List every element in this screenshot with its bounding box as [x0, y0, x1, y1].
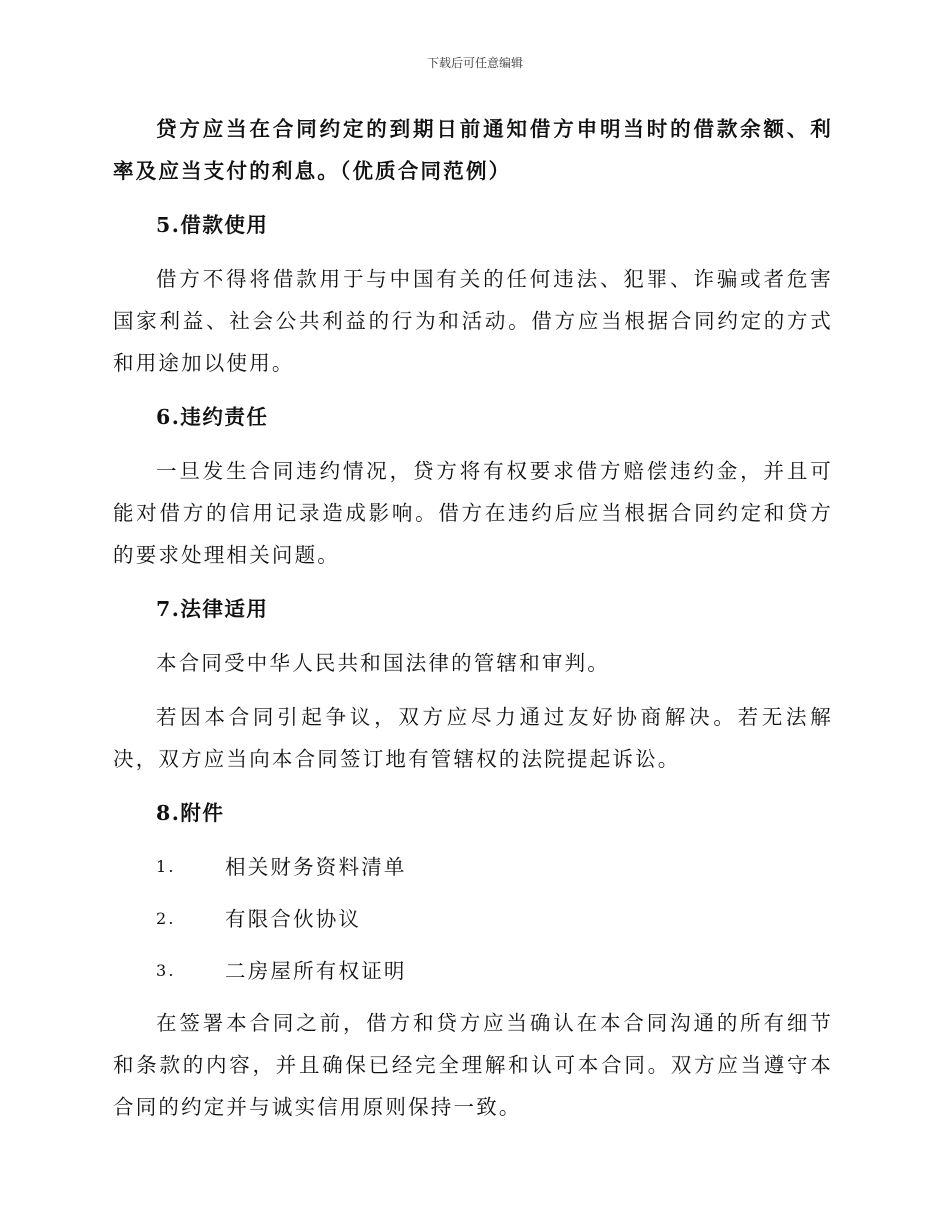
section-7-paragraph-2: 若因本合同引起争议，双方应尽力通过友好协商解决。若无法解决，双方应当向本合同签订地有管辖权的法院提起诉讼。: [113, 705, 833, 771]
attachment-number: 1.: [156, 857, 176, 876]
attachment-text: 相关财务资料清单: [225, 855, 407, 879]
lead-paragraph: 贷方应当在合同约定的到期日前通知借方申明当时的借款余额、利率及应当支付的利息。（优质合同范例）: [113, 117, 833, 183]
document-body: [113, 108, 833, 1128]
section-5-paragraph: 借方不得将借款用于与中国有关的任何违法、犯罪、诈骗或者危害国家利益、社会公共利益的行为和活动。借方应当根据合同约定的方式和用途加以使用。: [113, 267, 833, 375]
section-7-paragraph-1: 本合同受中华人民共和国法律的管辖和审判。: [156, 651, 610, 675]
section-heading-5: 5.借款使用: [156, 213, 269, 237]
section-heading-8: 8.附件: [156, 801, 225, 825]
attachment-item: [113, 846, 833, 888]
attachment-item: [113, 898, 833, 940]
section-heading-6: 6.违约责任: [156, 405, 269, 429]
section-6-paragraph: 一旦发生合同违约情况，贷方将有权要求借方赔偿违约金，并且可能对借方的信用记录造成影响。借方在违约后应当根据合同约定和贷方的要求处理相关问题。: [113, 459, 833, 567]
attachment-text: 有限合伙协议: [225, 907, 362, 931]
attachment-text: 二房屋所有权证明: [225, 959, 407, 983]
attachment-number: 3.: [156, 961, 176, 980]
section-heading-7: 7.法律适用: [156, 597, 269, 621]
attachment-item: [113, 950, 833, 992]
closing-paragraph: 在签署本合同之前，借方和贷方应当确认在本合同沟通的所有细节和条款的内容，并且确保已经完全理解和认可本合同。双方应当遵守本合同的约定并与诚实信用原则保持一致。: [113, 1011, 833, 1119]
page-header: 下载后可任意编辑: [426, 56, 523, 70]
attachment-number: 2.: [156, 909, 176, 928]
